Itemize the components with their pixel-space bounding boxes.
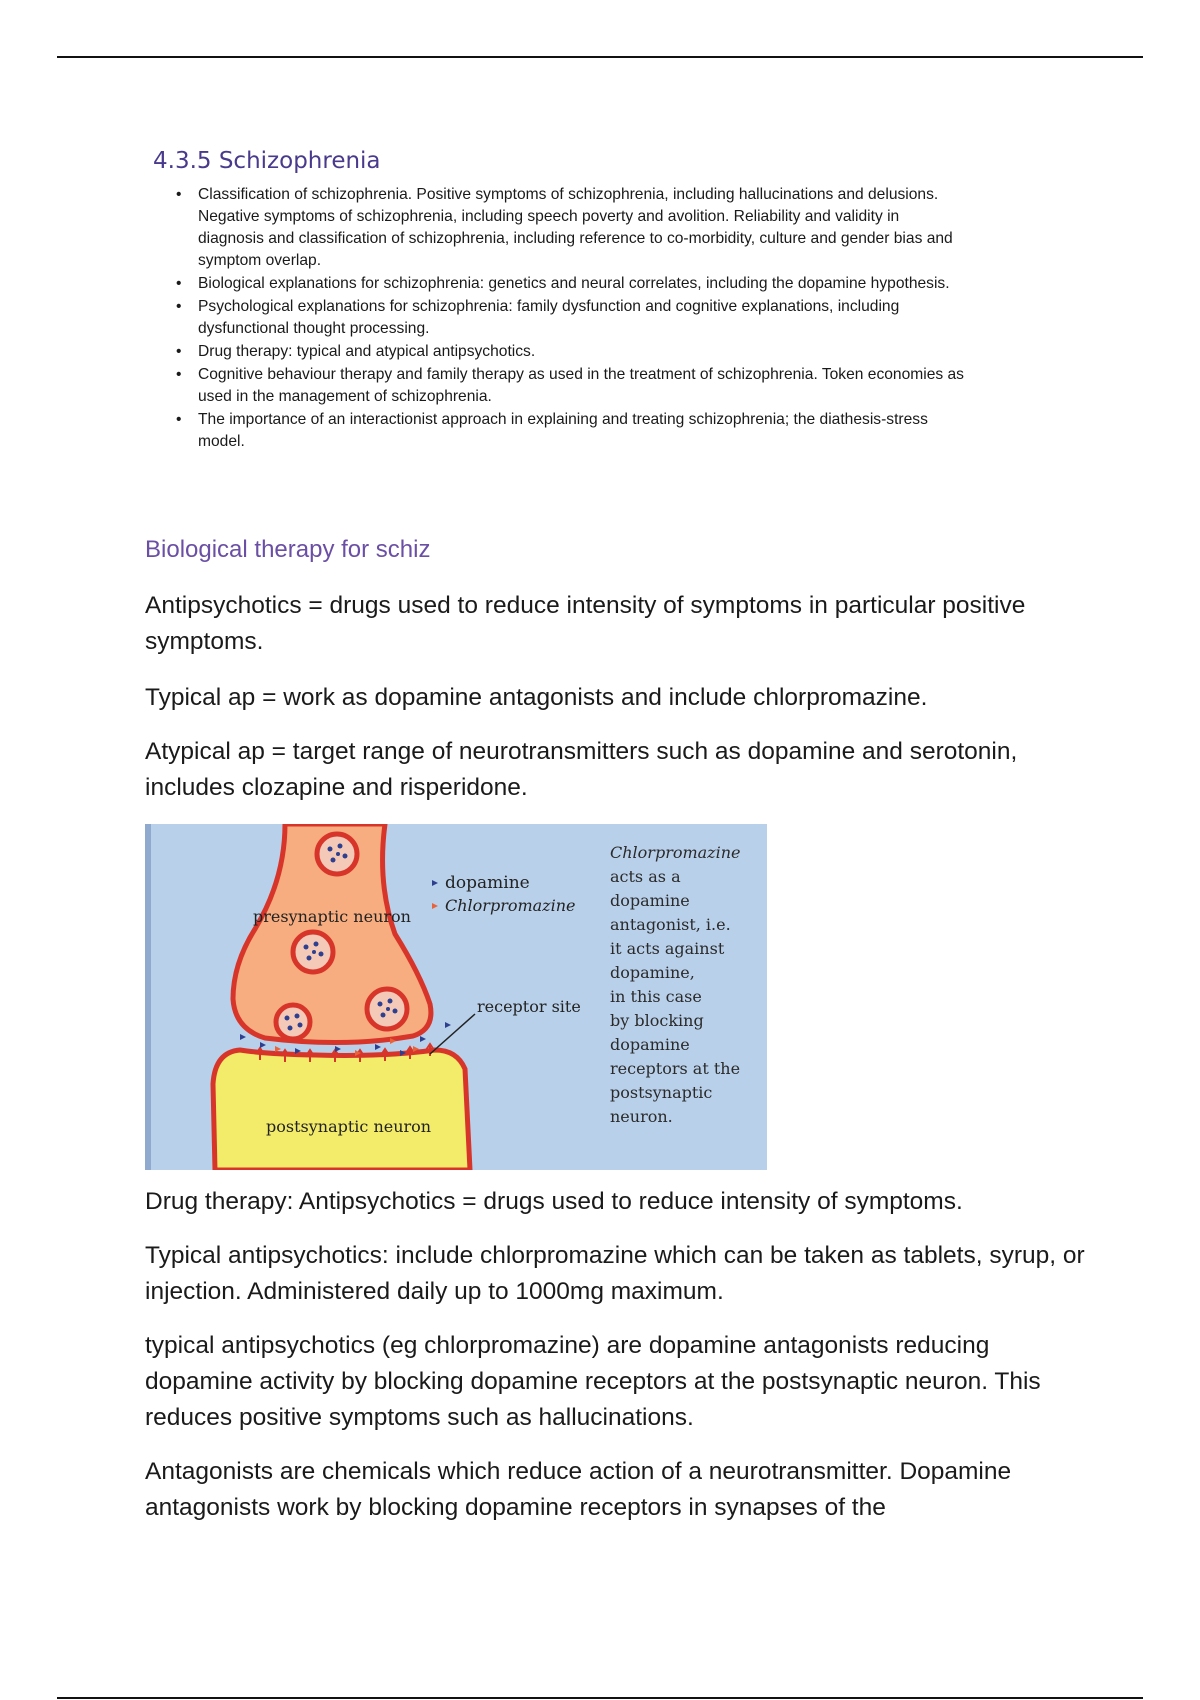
caption-line: postsynaptic (610, 1083, 713, 1102)
caption-line: in this case (610, 987, 702, 1006)
paragraph-typical-ap: Typical ap = work as dopamine antagonists and include chlorpromazine. (145, 684, 928, 711)
diagram-left-border (145, 824, 151, 1170)
caption-line: neuron. (610, 1107, 673, 1126)
caption-line: dopamine (610, 1035, 690, 1054)
paragraph-dopamine-antagonists: typical antipsychotics (eg chlorpromazine) are dopamine antagonists reducing dopamine activity by blocking dopamine receptors at the postsynaptic neuron. This reduces positive symptoms such as hallucinations. (145, 1332, 1041, 1431)
spec-item: • The importance of an interactionist approach in explaining and treating schizophrenia; the diathesis-stress model. (198, 409, 964, 453)
spec-item: • Biological explanations for schizophrenia: genetics and neural correlates, including the dopamine hypothesis. (198, 273, 964, 295)
caption-line: by blocking (610, 1011, 704, 1030)
bottom-rule (57, 1697, 1143, 1699)
spec-title: 4.3.5 Schizophrenia (153, 148, 381, 174)
paragraph-typical-antipsychotics: Typical antipsychotics: include chlorpromazine which can be taken as tablets, syrup, or injection. Administered daily up to 1000mg maximum. (145, 1242, 1085, 1305)
chlorpromazine-legend-label: Chlorpromazine (445, 896, 576, 915)
paragraph-drug-therapy: Drug therapy: Antipsychotics = drugs used to reduce intensity of symptoms. (145, 1188, 963, 1215)
caption-line: dopamine (610, 891, 690, 910)
spec-item: • Cognitive behaviour therapy and family therapy as used in the treatment of schizophrenia. Token economies as used in the management of schizophrenia. (198, 364, 964, 408)
paragraph-antipsychotics: Antipsychotics = drugs used to reduce intensity of symptoms in particular positive symptoms. (145, 592, 1026, 655)
caption-line: Chlorpromazine (610, 843, 741, 862)
top-rule (57, 56, 1143, 58)
caption-line: receptors at the (610, 1059, 741, 1078)
caption-line: antagonist, i.e. (610, 915, 731, 934)
paragraph-antagonists: Antagonists are chemicals which reduce action of a neurotransmitter. Dopamine antagonists work by blocking dopamine receptors in synapses of the (145, 1458, 1012, 1521)
paragraph-atypical-ap: Atypical ap = target range of neurotransmitters such as dopamine and serotonin, includes clozapine and risperidone. (145, 738, 1018, 801)
receptor-site-label: receptor site (477, 997, 581, 1016)
presynaptic-label: presynaptic neuron (253, 907, 411, 926)
section-heading: Biological therapy for schiz (145, 536, 431, 563)
spec-item: • Psychological explanations for schizophrenia: family dysfunction and cognitive explanations, including dysfunctional thought processing. (198, 296, 964, 340)
synapse-svg (145, 824, 767, 1170)
caption-line: it acts against (610, 939, 725, 958)
spec-list (148, 184, 964, 453)
caption-line: dopamine, (610, 963, 695, 982)
specification-box (148, 148, 964, 454)
postsynaptic-label: postsynaptic neuron (266, 1117, 432, 1136)
caption-line: acts as a (610, 867, 681, 886)
spec-item: • Classification of schizophrenia. Positive symptoms of schizophrenia, including hallucinations and delusions. Negative symptoms of schizophrenia, including speech poverty and avolition. Reliability and validity in diagnosis and classification of schizophrenia, including reference to co-morbidity, culture and gender bias and symptom overlap. (198, 184, 964, 272)
postsynaptic-neuron (213, 1050, 470, 1170)
spec-item: • Drug therapy: typical and atypical antipsychotics. (198, 341, 964, 363)
synapse-diagram (145, 824, 767, 1170)
dopamine-legend-label: dopamine (445, 873, 530, 893)
